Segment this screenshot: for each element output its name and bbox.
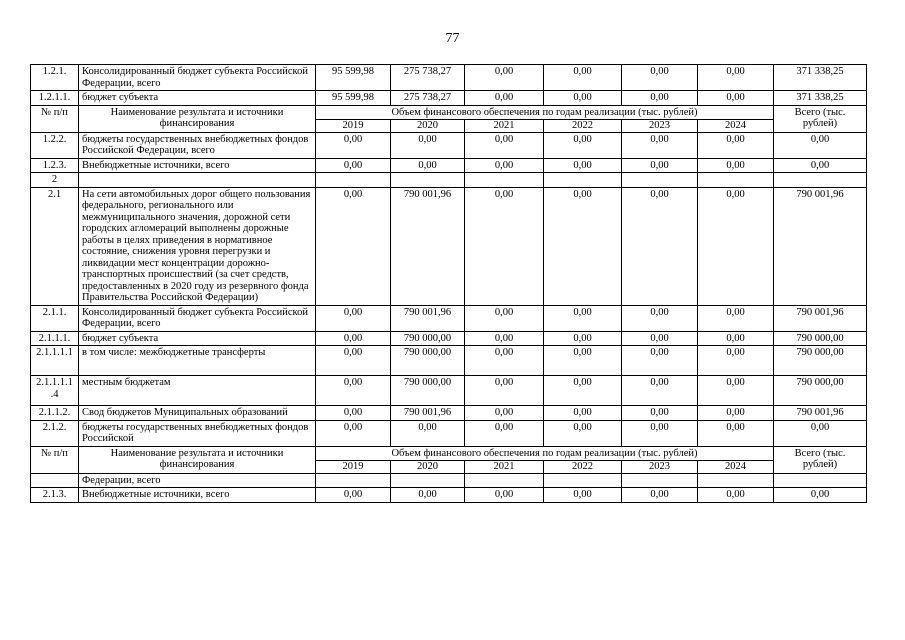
table-row bbox=[31, 331, 867, 346]
header-year: 2019 bbox=[316, 120, 391, 133]
year-value: 0,00 bbox=[544, 346, 622, 376]
year-value: 0,00 bbox=[544, 91, 622, 106]
header-year: 2022 bbox=[544, 120, 622, 133]
row-number: 2.1.2. bbox=[31, 420, 79, 446]
year-value: 790 000,00 bbox=[391, 376, 465, 406]
year-value: 0,00 bbox=[622, 91, 698, 106]
table-header bbox=[31, 105, 867, 132]
year-value: 0,00 bbox=[698, 406, 774, 421]
year-value: 0,00 bbox=[391, 420, 465, 446]
row-number: 2.1.1.1.1 bbox=[31, 346, 79, 376]
year-value: 0,00 bbox=[698, 132, 774, 158]
year-value: 0,00 bbox=[316, 376, 391, 406]
row-name: Свод бюджетов Муниципальных образований bbox=[79, 406, 316, 421]
table-row bbox=[31, 91, 867, 106]
row-total: 790 000,00 bbox=[774, 376, 867, 406]
table-row bbox=[31, 173, 867, 188]
year-value: 0,00 bbox=[698, 376, 774, 406]
row-name: Консолидированный бюджет субъекта Российской Федерации, всего bbox=[79, 305, 316, 331]
row-number: 2.1 bbox=[31, 187, 79, 305]
row-name bbox=[79, 173, 316, 188]
table-body-top bbox=[31, 65, 867, 106]
year-value: 0,00 bbox=[391, 158, 465, 173]
year-value: 0,00 bbox=[465, 488, 544, 503]
table-row bbox=[31, 305, 867, 331]
year-value: 0,00 bbox=[622, 406, 698, 421]
year-value bbox=[465, 473, 544, 488]
year-value: 0,00 bbox=[316, 488, 391, 503]
year-value: 0,00 bbox=[544, 187, 622, 305]
row-total bbox=[774, 473, 867, 488]
year-value bbox=[622, 173, 698, 188]
year-value: 0,00 bbox=[465, 376, 544, 406]
header-num: № п/п bbox=[31, 105, 79, 132]
table-row bbox=[31, 132, 867, 158]
table-header-repeat bbox=[31, 446, 867, 473]
row-number: 2 bbox=[31, 173, 79, 188]
year-value: 0,00 bbox=[544, 132, 622, 158]
row-name: На сети автомобильных дорог общего пользования федерального, регионального или межмуниципального значения, дорожной сети городских агломераций выполнены дорожные работы в целях приведения в нормативное состояние, снижения уровня перегрузки и ликвидации мест концентрации дорожно-транспортных происшествий (за счет средств, предоставленных в 2020 году из резервного фонда Правительства Российской Федерации) bbox=[79, 187, 316, 305]
table-row bbox=[31, 420, 867, 446]
year-value: 0,00 bbox=[698, 331, 774, 346]
year-value: 275 738,27 bbox=[391, 91, 465, 106]
year-value: 0,00 bbox=[622, 346, 698, 376]
row-number: 1.2.1. bbox=[31, 65, 79, 91]
year-value: 0,00 bbox=[698, 346, 774, 376]
year-value: 0,00 bbox=[544, 406, 622, 421]
year-value: 0,00 bbox=[622, 132, 698, 158]
table-row bbox=[31, 158, 867, 173]
year-value bbox=[465, 173, 544, 188]
year-value: 0,00 bbox=[698, 91, 774, 106]
year-value: 0,00 bbox=[465, 65, 544, 91]
row-total: 0,00 bbox=[774, 132, 867, 158]
year-value: 790 001,96 bbox=[391, 406, 465, 421]
header-year: 2020 bbox=[391, 461, 465, 474]
table-row bbox=[31, 65, 867, 91]
year-value: 790 001,96 bbox=[391, 305, 465, 331]
year-value: 0,00 bbox=[544, 305, 622, 331]
row-number: 1.2.1.1. bbox=[31, 91, 79, 106]
table-row bbox=[31, 488, 867, 503]
table-body-bottom bbox=[31, 473, 867, 502]
row-number: 2.1.1.2. bbox=[31, 406, 79, 421]
table-body-middle bbox=[31, 132, 867, 446]
year-value: 0,00 bbox=[316, 346, 391, 376]
row-name: бюджеты государственных внебюджетных фондов Российской Федерации, всего bbox=[79, 132, 316, 158]
row-name: бюджеты государственных внебюджетных фондов Российской bbox=[79, 420, 316, 446]
row-total: 0,00 bbox=[774, 488, 867, 503]
year-value: 0,00 bbox=[622, 158, 698, 173]
year-value: 0,00 bbox=[622, 488, 698, 503]
year-value: 0,00 bbox=[465, 331, 544, 346]
row-total: 790 000,00 bbox=[774, 346, 867, 376]
header-year: 2024 bbox=[698, 120, 774, 133]
year-value: 0,00 bbox=[698, 305, 774, 331]
header-year: 2021 bbox=[465, 120, 544, 133]
year-value: 0,00 bbox=[622, 420, 698, 446]
header-total: Всего (тыс. рублей) bbox=[774, 105, 867, 132]
year-value bbox=[316, 173, 391, 188]
header-year: 2020 bbox=[391, 120, 465, 133]
year-value: 0,00 bbox=[622, 305, 698, 331]
year-value: 275 738,27 bbox=[391, 65, 465, 91]
header-name: Наименование результата и источники финансирования bbox=[79, 446, 316, 473]
table-row bbox=[31, 187, 867, 305]
year-value: 95 599,98 bbox=[316, 65, 391, 91]
header-year: 2019 bbox=[316, 461, 391, 474]
header-year: 2023 bbox=[622, 120, 698, 133]
year-value: 0,00 bbox=[316, 406, 391, 421]
row-total: 790 001,96 bbox=[774, 305, 867, 331]
year-value: 0,00 bbox=[316, 158, 391, 173]
header-volume: Объем финансового обеспечения по годам реализации (тыс. рублей) bbox=[316, 446, 774, 461]
year-value: 790 001,96 bbox=[391, 187, 465, 305]
page-number: 77 bbox=[445, 31, 460, 46]
year-value: 0,00 bbox=[698, 187, 774, 305]
row-total bbox=[774, 173, 867, 188]
year-value: 0,00 bbox=[316, 331, 391, 346]
table-row bbox=[31, 376, 867, 406]
year-value: 0,00 bbox=[544, 65, 622, 91]
row-name: Внебюджетные источники, всего bbox=[79, 488, 316, 503]
header-name: Наименование результата и источники финансирования bbox=[79, 105, 316, 132]
row-total: 790 001,96 bbox=[774, 187, 867, 305]
row-number: 2.1.1.1. bbox=[31, 331, 79, 346]
row-name: Федерации, всего bbox=[79, 473, 316, 488]
year-value: 0,00 bbox=[316, 187, 391, 305]
header-year: 2021 bbox=[465, 461, 544, 474]
year-value: 0,00 bbox=[698, 65, 774, 91]
header-num: № п/п bbox=[31, 446, 79, 473]
row-total: 371 338,25 bbox=[774, 91, 867, 106]
year-value: 0,00 bbox=[465, 420, 544, 446]
row-name: Консолидированный бюджет субъекта Российской Федерации, всего bbox=[79, 65, 316, 91]
header-year: 2022 bbox=[544, 461, 622, 474]
year-value bbox=[391, 473, 465, 488]
year-value: 0,00 bbox=[622, 331, 698, 346]
year-value: 0,00 bbox=[622, 376, 698, 406]
year-value bbox=[316, 473, 391, 488]
row-name: местным бюджетам bbox=[79, 376, 316, 406]
year-value: 0,00 bbox=[391, 488, 465, 503]
year-value: 0,00 bbox=[698, 420, 774, 446]
year-value: 0,00 bbox=[465, 158, 544, 173]
year-value: 0,00 bbox=[544, 158, 622, 173]
row-number: 1.2.3. bbox=[31, 158, 79, 173]
row-total: 790 001,96 bbox=[774, 406, 867, 421]
year-value bbox=[698, 473, 774, 488]
year-value: 95 599,98 bbox=[316, 91, 391, 106]
header-year: 2023 bbox=[622, 461, 698, 474]
budget-table bbox=[30, 64, 867, 503]
row-number bbox=[31, 473, 79, 488]
year-value: 0,00 bbox=[465, 91, 544, 106]
year-value bbox=[622, 473, 698, 488]
row-total: 790 000,00 bbox=[774, 331, 867, 346]
year-value: 0,00 bbox=[391, 132, 465, 158]
year-value: 0,00 bbox=[316, 305, 391, 331]
row-name: бюджет субъекта bbox=[79, 91, 316, 106]
year-value: 0,00 bbox=[544, 376, 622, 406]
year-value: 0,00 bbox=[465, 132, 544, 158]
year-value: 0,00 bbox=[622, 187, 698, 305]
year-value: 0,00 bbox=[698, 158, 774, 173]
year-value: 0,00 bbox=[465, 187, 544, 305]
table-row bbox=[31, 346, 867, 376]
header-total: Всего (тыс. рублей) bbox=[774, 446, 867, 473]
table-row bbox=[31, 473, 867, 488]
row-number: 2.1.1.1.1 .4 bbox=[31, 376, 79, 406]
row-total: 0,00 bbox=[774, 158, 867, 173]
year-value: 0,00 bbox=[316, 132, 391, 158]
row-number: 1.2.2. bbox=[31, 132, 79, 158]
header-volume: Объем финансового обеспечения по годам реализации (тыс. рублей) bbox=[316, 105, 774, 120]
row-name: в том числе: межбюджетные трансферты bbox=[79, 346, 316, 376]
row-number: 2.1.3. bbox=[31, 488, 79, 503]
year-value: 0,00 bbox=[698, 488, 774, 503]
year-value: 0,00 bbox=[465, 406, 544, 421]
year-value bbox=[544, 173, 622, 188]
year-value: 0,00 bbox=[316, 420, 391, 446]
year-value: 0,00 bbox=[465, 346, 544, 376]
year-value: 0,00 bbox=[544, 331, 622, 346]
year-value: 0,00 bbox=[465, 305, 544, 331]
year-value bbox=[544, 473, 622, 488]
table-row bbox=[31, 406, 867, 421]
year-value: 790 000,00 bbox=[391, 346, 465, 376]
row-total: 0,00 bbox=[774, 420, 867, 446]
year-value bbox=[391, 173, 465, 188]
year-value: 0,00 bbox=[544, 420, 622, 446]
year-value: 0,00 bbox=[544, 488, 622, 503]
header-year: 2024 bbox=[698, 461, 774, 474]
row-name: Внебюджетные источники, всего bbox=[79, 158, 316, 173]
year-value: 0,00 bbox=[622, 65, 698, 91]
year-value: 790 000,00 bbox=[391, 331, 465, 346]
row-number: 2.1.1. bbox=[31, 305, 79, 331]
year-value bbox=[698, 173, 774, 188]
row-name: бюджет субъекта bbox=[79, 331, 316, 346]
row-total: 371 338,25 bbox=[774, 65, 867, 91]
